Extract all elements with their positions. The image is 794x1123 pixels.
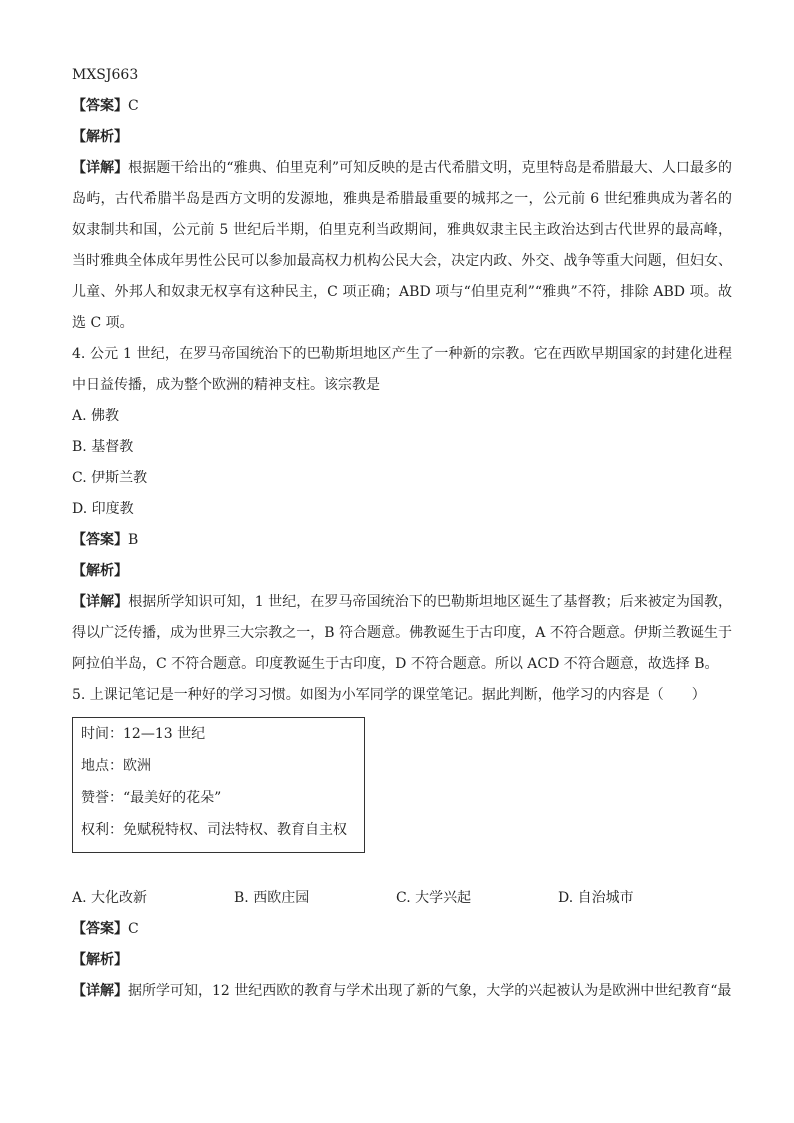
- answer-value: C: [128, 921, 139, 937]
- answer-label: 【答案】: [72, 921, 128, 937]
- q5-option-b: B. 西欧庄园: [234, 890, 310, 906]
- q5-analysis-label: 【解析】: [72, 952, 128, 968]
- detail-label: 【详解】: [72, 160, 129, 176]
- q3-analysis-label: 【解析】: [72, 129, 128, 145]
- q5-option-c: C. 大学兴起: [396, 890, 472, 906]
- answer-label: 【答案】: [72, 98, 128, 114]
- q5-detail: [72, 976, 732, 1007]
- detail-label: 【详解】: [72, 594, 129, 610]
- answer-value: C: [128, 98, 139, 114]
- detail-text: 根据所学知识可知，1 世纪，在罗马帝国统治下的巴勒斯坦地区诞生了基督教；后来被定为国教，得以广泛传播，成为世界三大宗教之一，B 符合题意。佛教诞生于古印度，A 不符合题意。伊斯兰教诞生于阿拉伯半岛，C 不符合题意。印度教诞生于古印度，D 不符合题意。所以 ACD 不符合题意，故选择 B。: [72, 594, 733, 672]
- answer-value: B: [128, 532, 139, 548]
- q3-answer-line: [72, 91, 732, 122]
- q4-analysis-label: 【解析】: [72, 563, 128, 579]
- q4-answer-line: [72, 525, 732, 556]
- q3-detail: [72, 153, 732, 339]
- q4-stem: 4. 公元 1 世纪，在罗马帝国统治下的巴勒斯坦地区产生了一种新的宗教。它在西欧早期国家的封建化进程中日益传播，成为整个欧洲的精神支柱。该宗教是: [72, 346, 732, 393]
- note-time: 时间：12—13 世纪: [81, 726, 206, 742]
- q4-option-c: C. 伊斯兰教: [72, 470, 148, 486]
- note-praise: 赞誉：“最美好的花朵”: [81, 790, 222, 806]
- q5-stem: 5. 上课记笔记是一种好的学习习惯。如图为小军同学的课堂笔记。据此判断，他学习的内容是（ ）: [72, 687, 706, 703]
- q5-option-d: D. 自治城市: [558, 890, 634, 906]
- note-rights: 权利：免赋税特权、司法特权、教育自主权: [81, 822, 347, 838]
- q5-answer-line: [72, 914, 732, 945]
- document-page: [72, 60, 732, 1007]
- detail-text: 根据题干给出的“雅典、伯里克利”可知反映的是古代希腊文明，克里特岛是希腊最大、人口最多的岛屿，古代希腊半岛是西方文明的发源地，雅典是希腊最重要的城邦之一，公元前 6 世纪雅典成为著名的奴隶制共和国，公元前 5 世纪后半期，伯里克利当政期间，雅典奴隶主民主政治达到古代世界的最高峰，当时雅典全体成年男性公民可以参加最高权力机构公民大会，决定内政、外交、战争等重大问题，但妇女、儿童、外邦人和奴隶无权享有这种民主，C 项正确；ABD 项与“伯里克利”“雅典”不符，排除 ABD 项。故选 C 项。: [72, 160, 733, 331]
- q5-options: [72, 883, 732, 914]
- detail-text: 据所学可知，12 世纪西欧的教育与学术出现了新的气象，大学的兴起被认为是欧洲中世纪教育“最: [128, 983, 732, 999]
- answer-label: 【答案】: [72, 532, 128, 548]
- q4-detail: [72, 587, 732, 680]
- note-place: 地点：欧洲: [81, 758, 151, 774]
- note-box: [72, 717, 365, 853]
- q4-option-a: A. 佛教: [72, 408, 120, 424]
- q4-option-d: D. 印度教: [72, 501, 134, 517]
- detail-label: 【详解】: [72, 983, 128, 999]
- q5-option-a: A. 大化改新: [72, 890, 148, 906]
- q4-option-b: B. 基督教: [72, 439, 134, 455]
- header-code: MXSJ663: [72, 67, 139, 83]
